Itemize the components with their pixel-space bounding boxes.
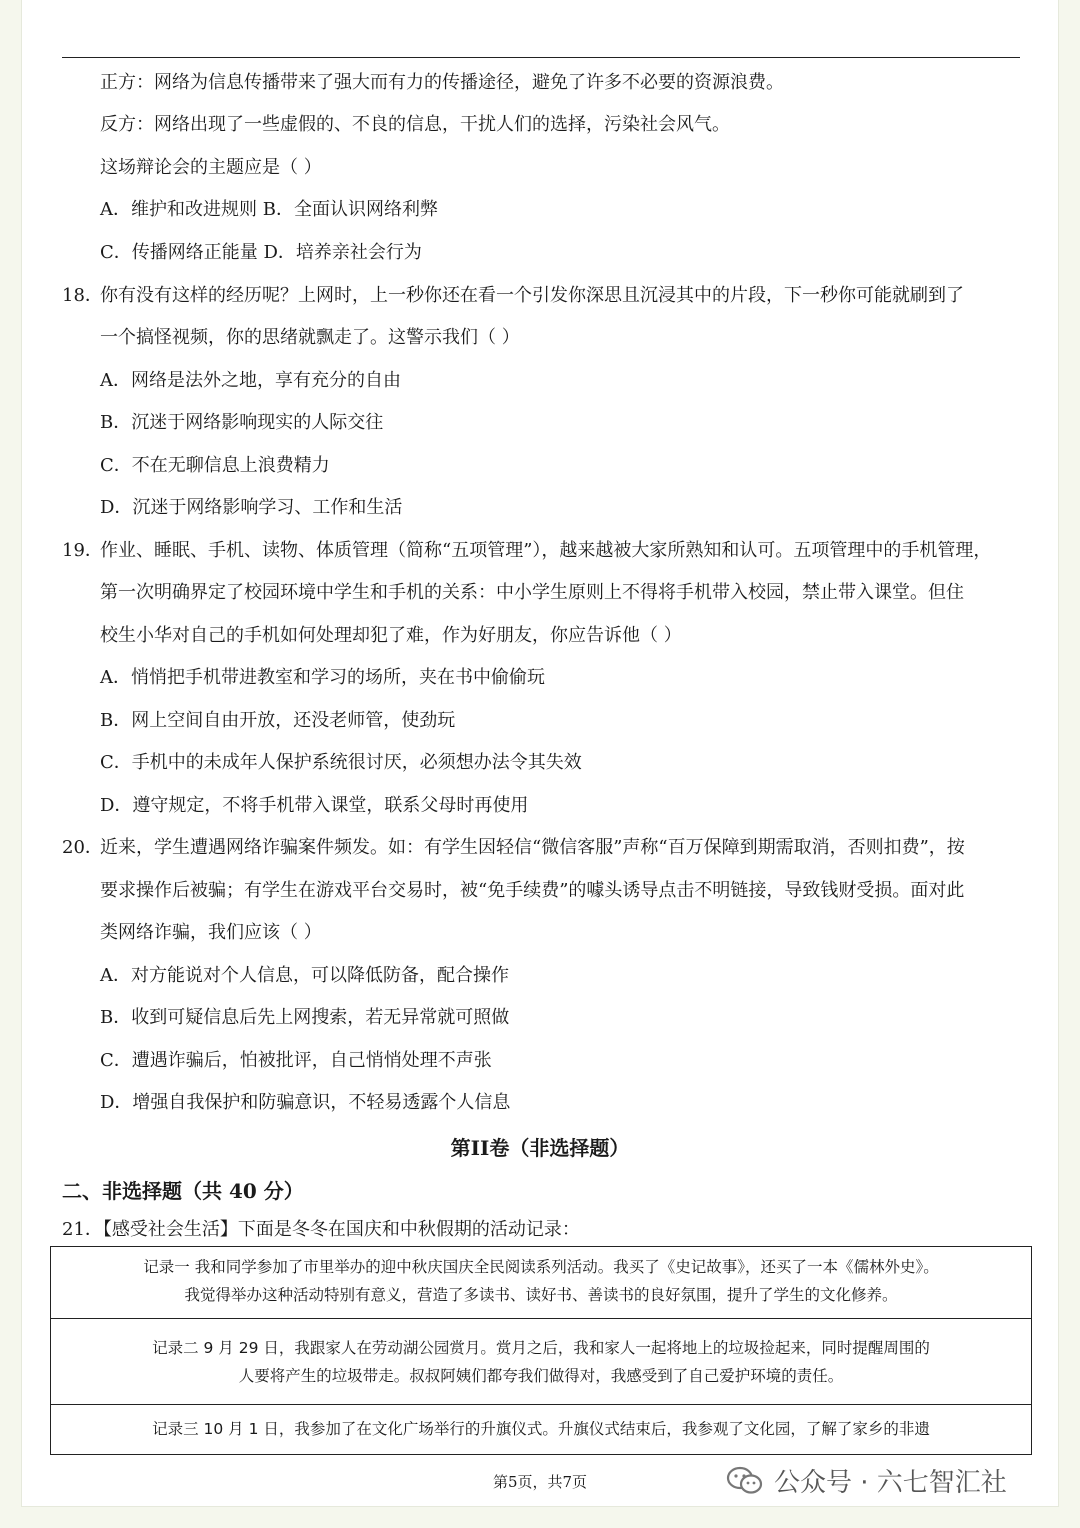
q17-con-text: 反方：网络出现了一些虚假的、不良的信息，干扰人们的选择，污染社会风气。 bbox=[100, 114, 730, 135]
record-row bbox=[51, 1247, 1031, 1319]
q18-stem-line2: 一个搞怪视频，你的思绪就飘走了。这警示我们（ ） bbox=[100, 327, 520, 348]
q17-options-cd: C．传播网络正能量 D．培养亲社会行为 bbox=[100, 242, 422, 263]
q17-options-ab: A．维护和改进规则 B．全面认识网络利弊 bbox=[100, 199, 438, 220]
header-rule bbox=[62, 57, 1020, 58]
q19-number: 19． bbox=[62, 540, 103, 561]
q20-stem-line3: 类网络诈骗，我们应该（ ） bbox=[100, 922, 322, 943]
record-row bbox=[51, 1405, 1031, 1455]
q20-stem-line2: 要求操作后被骗；有学生在游戏平台交易时，被“免手续费”的噱头诱导点击不明链接，导致钱财受损。面对此 bbox=[100, 880, 965, 901]
record-1-line2: 我觉得举办这种活动特别有意义，营造了多读书、读好书、善读书的良好氛围，提升了学生的文化修养。 bbox=[184, 1286, 898, 1304]
q20-option-c: C．遭遇诈骗后，怕被批评，自己悄悄处理不声张 bbox=[100, 1050, 492, 1071]
q19-option-b: B．网上空间自由开放，还没老师管，使劲玩 bbox=[100, 710, 456, 731]
q18-option-d: D．沉迷于网络影响学习、工作和生活 bbox=[100, 497, 403, 518]
q20-option-b: B．收到可疑信息后先上网搜索，若无异常就可照做 bbox=[100, 1007, 510, 1028]
q18-number: 18． bbox=[62, 285, 103, 306]
q20-number: 20． bbox=[62, 837, 103, 858]
record-2-line1: 记录二 9 月 29 日，我跟家人在劳动湖公园赏月。赏月之后，我和家人一起将地上的垃圾捡起来，同时提醒周围的 bbox=[152, 1339, 930, 1357]
record-row bbox=[51, 1319, 1031, 1405]
exam-page bbox=[22, 0, 1058, 1506]
page-footer: 第5页，共7页 bbox=[492, 1473, 588, 1491]
q19-stem-line2: 第一次明确界定了校园环境中学生和手机的关系：中小学生原则上不得将手机带入校园，禁止带入课堂。但住 bbox=[100, 582, 964, 603]
q18-option-a: A．网络是法外之地，享有充分的自由 bbox=[100, 370, 401, 391]
q20-stem-line1: 近来，学生遭遇网络诈骗案件频发。如：有学生因轻信“微信客服”声称“百万保障到期需取消，否则扣费”，按 bbox=[100, 837, 965, 858]
q19-option-a: A．悄悄把手机带进教室和学习的场所，夹在书中偷偷玩 bbox=[100, 667, 545, 688]
record-2-line2: 人要将产生的垃圾带走。叔叔阿姨们都夸我们做得对，我感受到了自己爱护环境的责任。 bbox=[238, 1367, 844, 1385]
q19-stem-line1: 作业、睡眠、手机、读物、体质管理（简称“五项管理”），越来越被大家所熟知和认可。五项管理中的手机管理， bbox=[100, 540, 992, 561]
q19-option-c: C．手机中的未成年人保护系统很讨厌，必须想办法令其失效 bbox=[100, 752, 582, 773]
part-heading: 二、非选择题（共 40 分） bbox=[62, 1179, 304, 1203]
record-3-line1: 记录三 10 月 1 日，我参加了在文化广场举行的升旗仪式。升旗仪式结束后，我参观了文化园，了解了家乡的非遗 bbox=[152, 1420, 930, 1438]
q18-option-c: C．不在无聊信息上浪费精力 bbox=[100, 455, 330, 476]
q17-stem: 这场辩论会的主题应是（ ） bbox=[100, 157, 322, 178]
wechat-icon bbox=[726, 1466, 764, 1496]
q20-option-a: A．对方能说对个人信息，可以降低防备，配合操作 bbox=[100, 965, 509, 986]
q20-option-d: D．增强自我保护和防骗意识，不轻易透露个人信息 bbox=[100, 1092, 511, 1113]
q18-option-b: B．沉迷于网络影响现实的人际交往 bbox=[100, 412, 384, 433]
section-title: 第II卷（非选择题） bbox=[450, 1136, 630, 1160]
q18-stem-line1: 你有没有这样的经历呢？上网时，上一秒你还在看一个引发你深思且沉浸其中的片段，下一秒你可能就刷到了 bbox=[100, 285, 964, 306]
q21-stem: 21．【感受社会生活】下面是冬冬在国庆和中秋假期的活动记录： bbox=[62, 1219, 580, 1240]
q17-pro-text: 正方：网络为信息传播带来了强大而有力的传播途径，避免了许多不必要的资源浪费。 bbox=[100, 72, 784, 93]
wechat-watermark bbox=[726, 1462, 1007, 1499]
watermark-text: 公众号 · 六七智汇社 bbox=[774, 1468, 1007, 1498]
records-table bbox=[50, 1246, 1032, 1455]
q19-stem-line3: 校生小华对自己的手机如何处理却犯了难，作为好朋友，你应告诉他（ ） bbox=[100, 625, 682, 646]
record-1-line1: 记录一 我和同学参加了市里举办的迎中秋庆国庆全民阅读系列活动。我买了《史记故事》，还买了一本《儒林外史》。 bbox=[143, 1258, 939, 1276]
q19-option-d: D．遵守规定，不将手机带入课堂，联系父母时再使用 bbox=[100, 795, 529, 816]
